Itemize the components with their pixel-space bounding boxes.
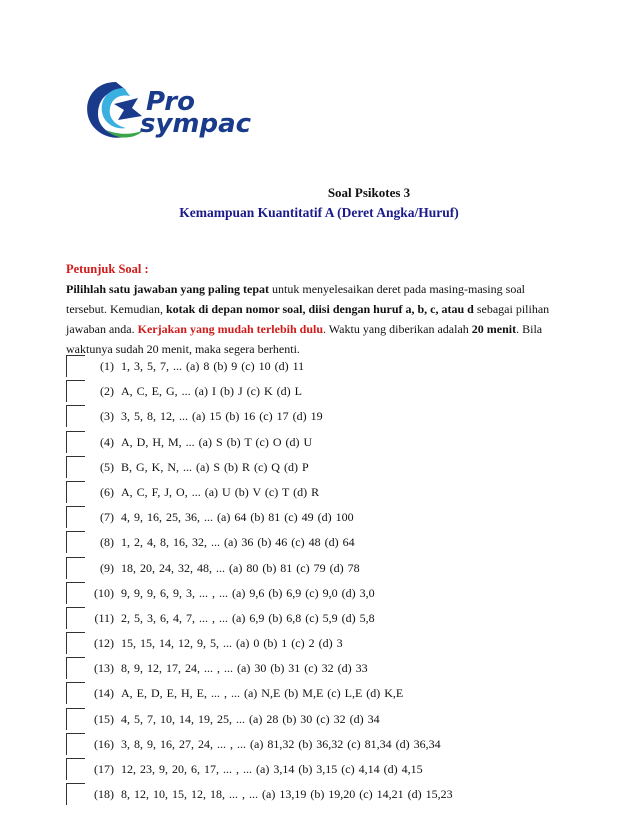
question-text: 4, 5, 7, 10, 14, 19, 25, ... (a) 28 (b) 30 (c) 32 (d) 34: [121, 711, 380, 726]
question-item: [66, 682, 586, 707]
prosympac-logo: [80, 70, 270, 152]
document-title: Soal Psikotes 3: [327, 185, 411, 200]
answer-box[interactable]: [66, 431, 85, 453]
question-number: (18): [94, 787, 114, 802]
question-text: 2, 5, 3, 6, 4, 7, ... , ... (a) 6,9 (b) 6,8 (c) 5,9 (d) 5,8: [121, 610, 375, 625]
answer-box[interactable]: [66, 733, 85, 755]
answer-box[interactable]: [66, 582, 85, 604]
question-item: [66, 733, 586, 758]
question-number: (1): [100, 359, 114, 373]
question-list: [66, 355, 586, 808]
answer-box[interactable]: [66, 607, 85, 629]
answer-box[interactable]: [66, 456, 85, 478]
answer-box[interactable]: [66, 632, 85, 654]
question-number: (17): [94, 762, 114, 776]
question-number: (6): [100, 484, 114, 499]
answer-box[interactable]: [66, 783, 85, 805]
question-number: (8): [100, 535, 114, 550]
question-item: [66, 783, 586, 808]
question-item: [66, 708, 586, 733]
question-text: B, G, K, N, ... (a) S (b) R (c) Q (d) P: [121, 459, 309, 474]
question-text: A, C, E, G, ... (a) I (b) J (c) K (d) L: [121, 384, 302, 399]
answer-box[interactable]: [66, 380, 85, 402]
instr-bold-2: kotak di depan nomor soal, diisi dengan huruf a, b, c, atau d: [165, 302, 474, 316]
instr-text-2: sebagai pilihan jawaban anda.: [66, 302, 550, 336]
question-item: [66, 557, 586, 582]
instr-bold-1: Pilihlah satu jawaban yang paling tepat: [66, 282, 270, 296]
instr-text-3: . Waktu yang diberikan adalah: [323, 322, 472, 336]
answer-box[interactable]: [66, 355, 85, 377]
answer-box[interactable]: [66, 758, 85, 780]
question-text: 18, 20, 24, 32, 48, ... (a) 80 (b) 81 (c) 79 (d) 78: [121, 560, 360, 575]
question-number: (7): [100, 510, 114, 525]
question-item: [66, 431, 586, 456]
question-text: 1, 2, 4, 8, 16, 32, ... (a) 36 (b) 46 (c) 48 (d) 64: [121, 535, 355, 550]
question-text: 12, 23, 9, 20, 6, 17, ... , ... (a) 3,14 (b) 3,15 (c) 4,14 (d) 4,15: [121, 762, 423, 776]
question-item: [66, 481, 586, 506]
instructions-heading: Petunjuk Soal :: [66, 262, 149, 276]
question-item: [66, 582, 586, 607]
question-number: (4): [100, 434, 114, 449]
question-text: A, E, D, E, H, E, ... , ... (a) N,E (b) M,E (c) L,E (d) K,E: [121, 686, 404, 701]
logo-text-sympac: sympac: [140, 109, 252, 139]
answer-box[interactable]: [66, 657, 85, 679]
question-item: [66, 531, 586, 556]
instr-text-4: . Bila waktunya sudah 20 menit, maka segera berhenti.: [66, 322, 543, 356]
instr-text-1: untuk menyelesaikan deret pada masing-masing soal tersebut. Kemudian,: [66, 282, 525, 316]
question-text: 1, 3, 5, 7, ... (a) 8 (b) 9 (c) 10 (d) 11: [121, 359, 305, 373]
question-text: 9, 9, 9, 6, 9, 3, ... , ... (a) 9,6 (b) 6,9 (c) 9,0 (d) 3,0: [121, 585, 375, 600]
question-text: A, C, F, J, O, ... (a) U (b) V (c) T (d) R: [121, 484, 320, 499]
question-item: [66, 632, 586, 657]
question-text: 3, 5, 8, 12, ... (a) 15 (b) 16 (c) 17 (d) 19: [121, 409, 323, 424]
question-item: [66, 355, 586, 380]
answer-box[interactable]: [66, 557, 85, 579]
question-item: [66, 380, 586, 405]
question-number: (2): [100, 384, 114, 399]
question-number: (16): [94, 736, 114, 751]
question-number: (12): [94, 636, 114, 651]
answer-box[interactable]: [66, 481, 85, 503]
question-number: (15): [94, 711, 114, 726]
question-number: (9): [100, 560, 114, 575]
question-text: 8, 12, 10, 15, 12, 18, ... , ... (a) 13,19 (b) 19,20 (c) 14,21 (d) 15,23: [121, 787, 453, 802]
logo-text-pro: Pro: [146, 87, 195, 117]
answer-box[interactable]: [66, 708, 85, 730]
question-item: [66, 758, 586, 783]
instr-bold-3: 20 menit: [471, 322, 517, 336]
question-number: (10): [94, 585, 114, 600]
question-text: 8, 9, 12, 17, 24, ... , ... (a) 30 (b) 31 (c) 32 (d) 33: [121, 661, 368, 676]
question-text: 3, 8, 9, 16, 27, 24, ... , ... (a) 81,32 (b) 36,32 (c) 81,34 (d) 36,34: [121, 736, 441, 751]
question-item: [66, 506, 586, 531]
question-number: (13): [94, 661, 114, 676]
answer-box[interactable]: [66, 682, 85, 704]
question-number: (5): [100, 459, 114, 474]
answer-box[interactable]: [66, 531, 85, 553]
question-item: [66, 456, 586, 481]
question-text: 15, 15, 14, 12, 9, 5, ... (a) 0 (b) 1 (c) 2 (d) 3: [121, 636, 343, 651]
question-number: (11): [94, 610, 114, 625]
question-number: (3): [100, 409, 114, 424]
instr-red: Kerjakan yang mudah terlebih dulu: [137, 322, 324, 336]
answer-box[interactable]: [66, 506, 85, 528]
question-item: [66, 607, 586, 632]
question-number: (14): [94, 686, 114, 701]
question-text: 4, 9, 16, 25, 36, ... (a) 64 (b) 81 (c) 49 (d) 100: [121, 510, 354, 525]
question-item: [66, 405, 586, 430]
document-subtitle: Kemampuan Kuantitatif A (Deret Angka/Huruf): [179, 205, 459, 220]
answer-box[interactable]: [66, 405, 85, 427]
instructions-paragraph: [66, 279, 566, 359]
question-text: A, D, H, M, ... (a) S (b) T (c) O (d) U: [121, 434, 313, 449]
question-item: [66, 657, 586, 682]
